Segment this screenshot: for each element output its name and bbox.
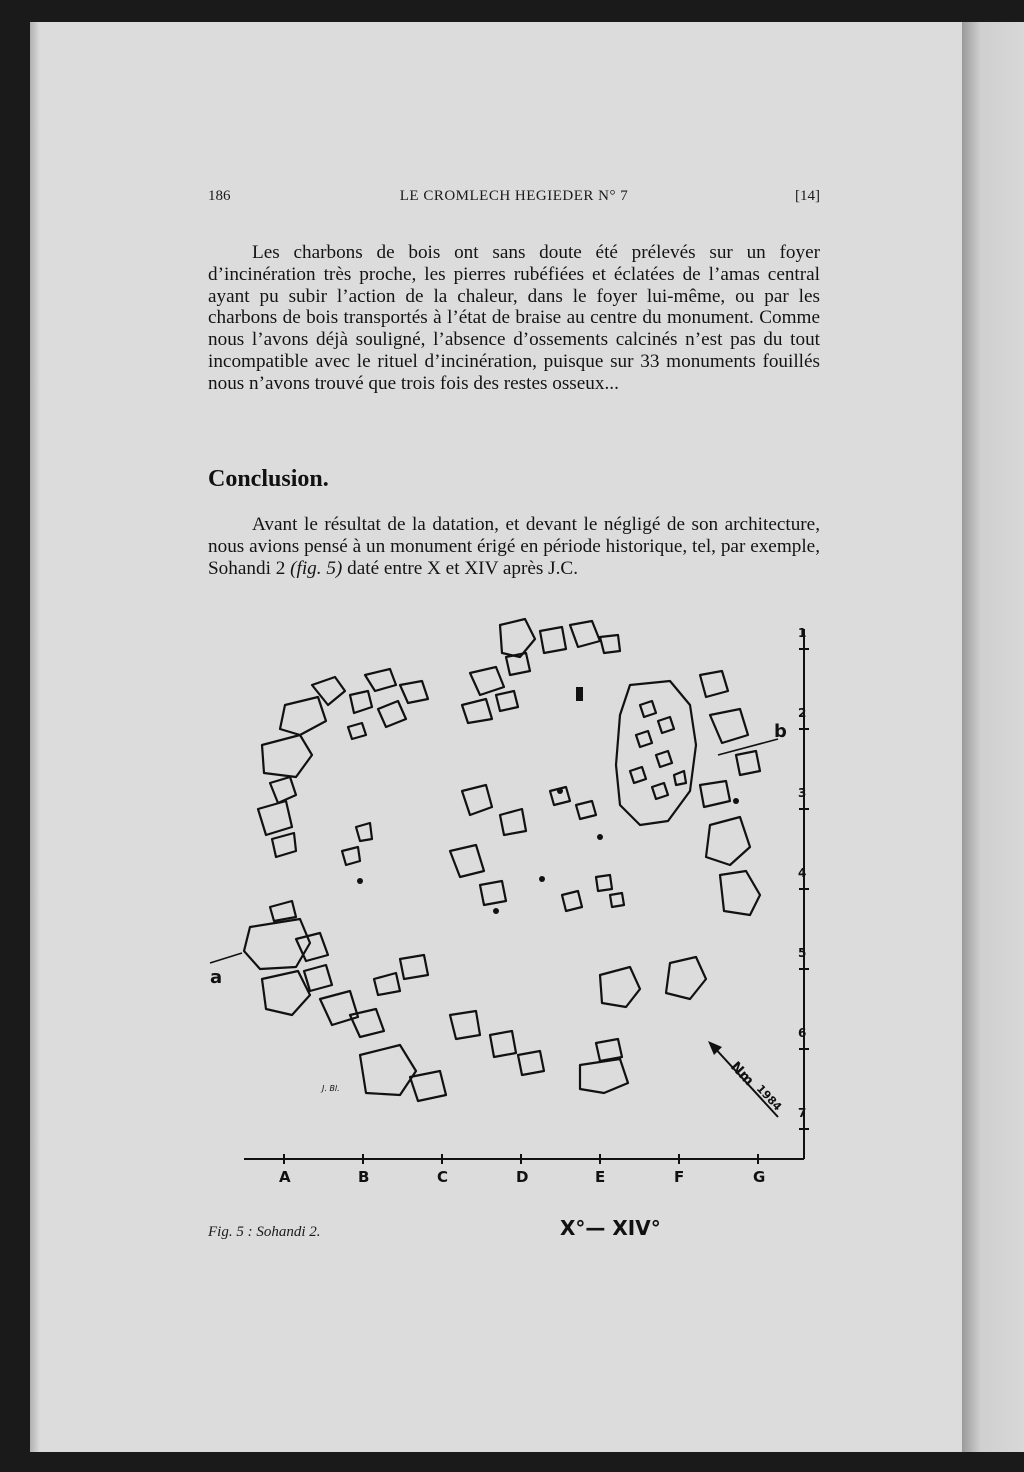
y-label-1: 1 (798, 626, 807, 640)
y-label-6: 6 (798, 1026, 807, 1040)
paragraph-2-text: Avant le résultat de la datation, et devant le négligé de son architecture, nous avions pensé à un monument érigé en période historique, tel, par exemple, Sohandi 2 (208, 514, 820, 579)
y-label-4: 4 (798, 866, 807, 880)
north-label: Nm (727, 1058, 757, 1089)
body-paragraph-2 (208, 514, 820, 579)
y-axis-labels (798, 626, 806, 1120)
y-label-7: 7 (798, 1106, 807, 1120)
x-axis-labels (279, 1168, 765, 1186)
site-plan-figure (200, 595, 825, 1255)
paragraph-2-text-end: daté entre X et XIV après J.C. (342, 557, 579, 579)
next-page-edge (962, 22, 1024, 1452)
running-header (208, 188, 820, 210)
section-label-a: a (210, 967, 223, 988)
north-arrow (708, 1041, 784, 1117)
x-label-b: B (358, 1168, 370, 1186)
x-label-g: G (753, 1168, 766, 1186)
stones (244, 619, 760, 1101)
section-label-b: b (774, 721, 787, 742)
axes (244, 629, 807, 1159)
figure-date-label: X°— XIV° (560, 1216, 661, 1240)
running-title: LE CROMLECH HEGIEDER N° 7 (399, 188, 629, 204)
section-heading: Conclusion. (208, 466, 329, 492)
section-reference: [14] (795, 188, 820, 204)
page-number: 186 (208, 188, 231, 204)
x-label-e: E (595, 1168, 606, 1186)
page-binding-shadow (30, 22, 40, 1452)
x-label-f: F (674, 1168, 685, 1186)
figure-reference: (fig. 5) (290, 557, 343, 579)
body-paragraph-1: Les charbons de bois ont sans doute été prélevés sur un foyer d’incinération très proche, les pierres rubéfiées et éclatées de l’amas central ayant pu subir l’action de la chaleur, dans le foyer lui-même, ou par les charbons de bois transportés à l’état de braise au centre du monument. Comme nous l’avons déjà souligné, l’absence d’ossements calcinés n’est pas du tout incompatible avec le rituel d’incinération, puisque sur 33 monuments fouillés nous n’avons trouvé que trois fois des restes osseux... (208, 242, 820, 394)
y-label-3: 3 (798, 786, 807, 800)
x-label-d: D (516, 1168, 529, 1186)
x-label-c: C (437, 1168, 449, 1186)
y-label-5: 5 (798, 946, 807, 960)
draftsman-signature: J. Bl. (322, 1084, 340, 1093)
figure-caption: Fig. 5 : Sohandi 2. (208, 1224, 321, 1240)
north-year: 1984 (753, 1082, 785, 1114)
y-label-2: 2 (798, 706, 807, 720)
x-label-a: A (279, 1168, 291, 1186)
